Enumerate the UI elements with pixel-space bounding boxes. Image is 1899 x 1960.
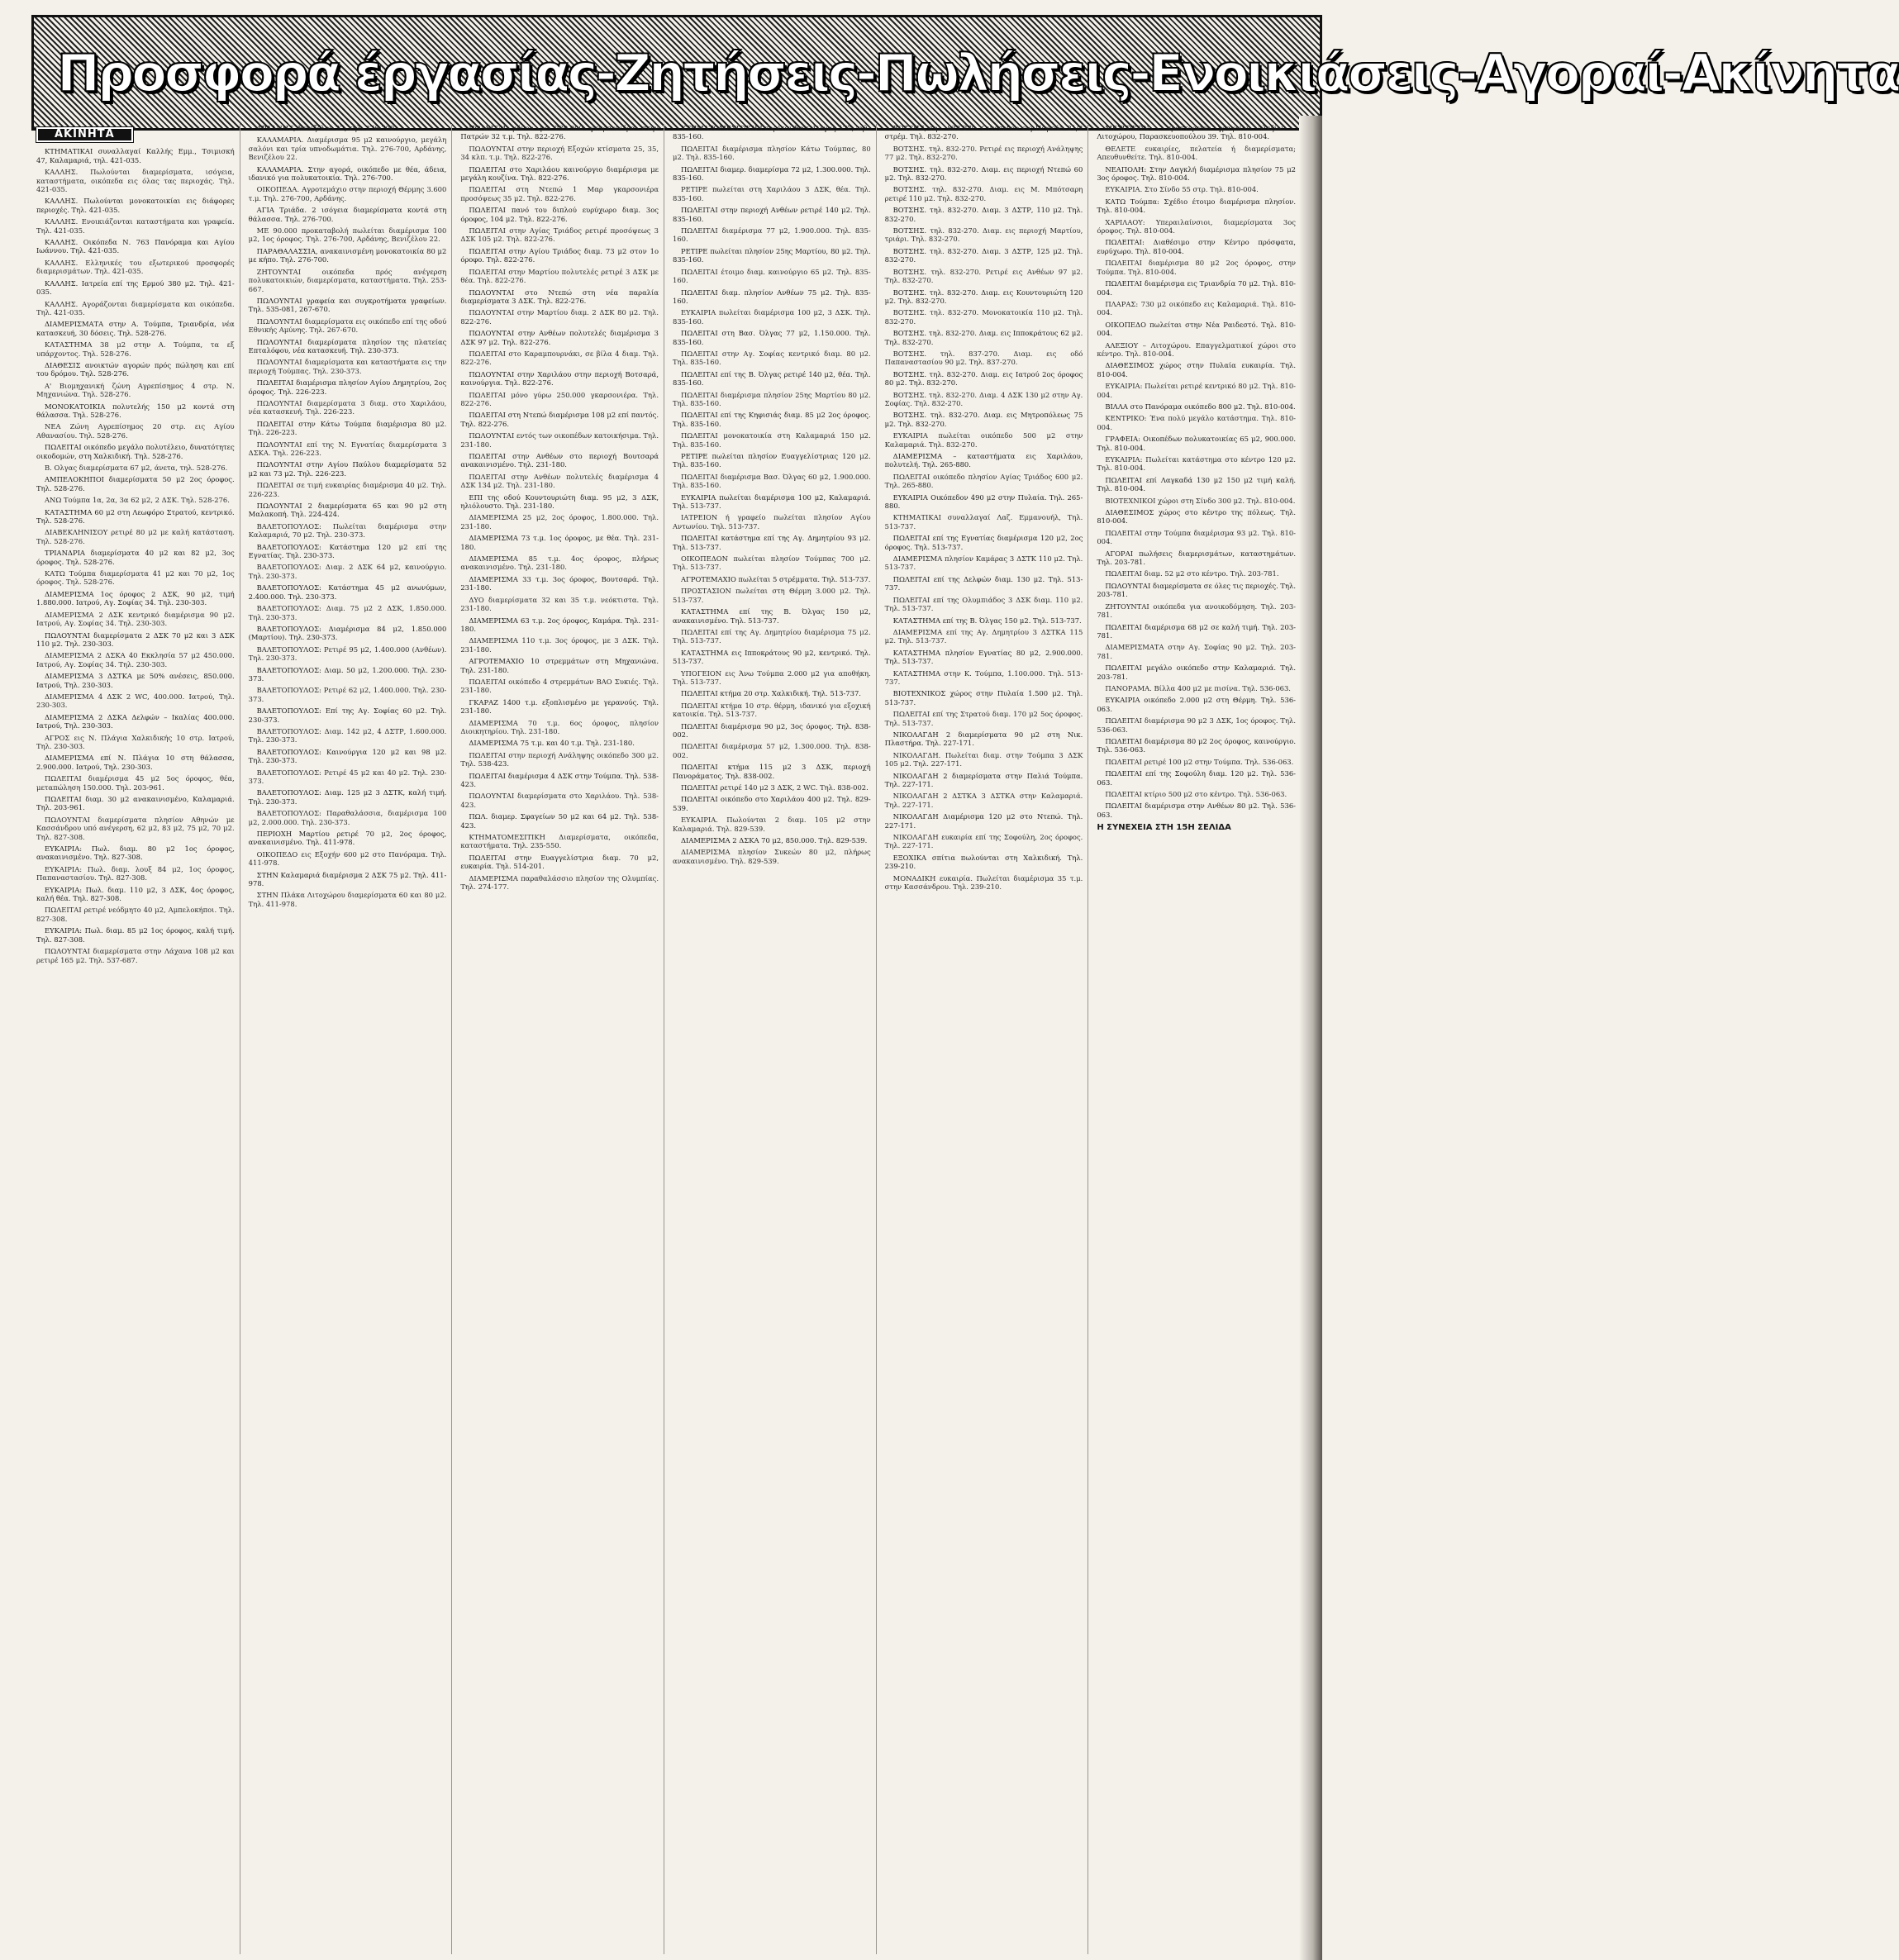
classified-ad: ΚΑΛΛΗΣ. Ενοικιάζονται καταστήματα και γραφεία. Τηλ. 421-035. xyxy=(36,217,235,235)
classified-ad: ΚΤΗΜΑΤΟΜΕΣΙΤΙΚΗ Διαμερίσματα, οικόπεδα, καταστήματα. Τηλ. 235-550. xyxy=(460,833,659,850)
classified-ad: ΒΟΤΣΗΣ. τηλ. 832-270. Ρετιρέ εις Ανθέων 97 μ2. Τηλ. 832-270. xyxy=(884,267,1083,285)
classified-ad: ΔΙΑΜΕΡΙΣΜΑ 2 ΔΣΚΑ Δελφών – Ικαλίας 400.000. Ιατρού, Τηλ. 230-303. xyxy=(36,712,235,730)
classified-ad: ΝΕΑ Ζώνη Αγρεπίσημος 20 στρ. εις Αγίου Αθανασίου. Τηλ. 528-276. xyxy=(36,422,235,440)
classified-ad: ΕΥΚΑΙΡΙΑ: Πωλ. διαμ. 85 μ2 1ος όροφος, καλή τιμή. Τηλ. 827-308. xyxy=(36,926,235,944)
classified-ad: ΜΟΝΟΚΑΤΟΙΚΙΑ πολυτελής 150 μ2 κοντά στη θάλασσα. Τηλ. 528-276. xyxy=(36,402,235,419)
classified-ad: ΒΑΛΕΤΟΠΟΥΛΟΣ: Παραθαλάσσια, διαμέρισμα 100 μ2, 2.000.000. Τηλ. 230-373. xyxy=(248,809,447,826)
column-4-ads xyxy=(673,124,871,865)
classified-ad: ΚΑΤΑΣΤΗΜΑ 60 μ2 στη Λεωφόρο Στρατού, κεντρικό. Τηλ. 528-276. xyxy=(36,507,235,526)
classified-ad: ΕΥΚΑΙΡΙΑ: Πωλ. διαμ. 110 μ2, 3 ΔΣΚ, 4ος όροφος, καλή θέα. Τηλ. 827-308. xyxy=(36,885,235,903)
classified-ad: ΠΩΛΕΙΤΑΙ επί της Ολυμπιάδος 3 ΔΣΚ διαμ. 110 μ2. Τηλ. 513-737. xyxy=(884,595,1083,613)
classified-ad: ΠΩΛΟΥΝΤΑΙ στην περιοχή Εξοχών κτίσματα 25, 35, 34 κλπ. τ.μ. Τηλ. 822-276. xyxy=(460,144,659,162)
classified-ad: ΠΩΛΕΙΤΑΙ κτήμα 10 στρ. θέρμη, ιδανικό για εξοχική κατοικία. Τηλ. 513-737. xyxy=(673,701,871,719)
classified-ad: ΔΙΑΜΕΡΙΣΜΑ παραθαλάσσιο πλησίον της Ολυμπίας. Τηλ. 274-177. xyxy=(460,873,659,892)
classified-ad: ΠΩΛΕΙΤΑΙ μονοκατοικία στη Καλαμαριά 150 μ2. Τηλ. 835-160. xyxy=(673,431,871,449)
classified-ad: ΜΕΣΙΤΙΚΟΝ – πρακτορείον γραφείον Αλεξίου – Λιτοχώρου, Παρασκευοπούλου 39. Τηλ. 810-004. xyxy=(1097,124,1296,141)
classified-ad: ΕΥΚΑΙΡΙΑ: Πωλ. διαμ. 80 μ2 1ος όροφος, ανακαινισμένο. Τηλ. 827-308. xyxy=(36,844,235,862)
classified-ad: ΠΩΛΕΙΤΑΙ επί Λαγκαδά 130 μ2 150 μ2 τιμή καλή. Τηλ. 810-004. xyxy=(1097,475,1296,493)
classified-ad: Α' Βιομηχανική ζώνη Αγρεπίσημος 4 στρ. Ν. Μηχανιώνα. Τηλ. 528-276. xyxy=(36,381,235,399)
classified-ad: ΒΟΤΣΗΣ. τηλ. 832-270. Ρετιρέ εις περιοχή Ανάληψης 77 μ2. Τηλ. 832-270. xyxy=(884,144,1083,162)
classified-ad: ΠΩΛΕΙΤΑΙ διαμ. πλησίον Ανθέων 75 μ2. Τηλ. 835-160. xyxy=(673,288,871,305)
classified-ad: ΟΙΚΟΠΕΔΟΝ πωλείται πλησίον Τούμπας 700 μ2. Τηλ. 513-737. xyxy=(673,554,871,572)
column-6 xyxy=(1097,124,1301,1954)
classified-ad: ΔΙΑΜΕΡΙΣΜΑ 2 ΔΣΚΑ 70 μ2, 850.000. Τηλ. 829-539. xyxy=(681,836,868,845)
classified-ad: ΠΩΛΕΙΤΑΙ οικόπεδο 4 στρεμμάτων ΒΑΟ Συκιές. Τηλ. 231-180. xyxy=(460,677,659,695)
classified-ad: ΒΟΤΣΗΣ. τηλ. 832-270. Διαμ. εις Ιατρού 2ος όροφος 80 μ2. Τηλ. 832-270. xyxy=(884,369,1083,388)
classified-ad: ΕΥΚΑΙΡΙΑ: Πωλείται κατάστημα στο κέντρο 120 μ2. Τηλ. 810-004. xyxy=(1097,455,1296,473)
classified-ad: ΒΟΤΣΗΣ. τηλ. 832-270. Διαμ. εις Μ. Μπότσαρη ρετιρέ 110 μ2. Τηλ. 832-270. xyxy=(884,185,1083,202)
classified-ad: ΑΝΩ Τούμπα 1α, 2α, 3α 62 μ2, 2 ΔΣΚ. Τηλ. 528-276. xyxy=(45,496,230,505)
classified-ad: ΚΑΛΑΜΑΡΙΑ. Διαμέρισμα 95 μ2 καινούργιο, μεγάλη σαλόνι και τρία υπνοδωμάτια. Τηλ. 276-700, Αρδάνης, Βενιζέλου 22. xyxy=(248,136,447,162)
classified-ad: ΝΙΚΟΛΑΓΔΗ 2 διαμερίσματα στην Παλιά Τούμπα. Τηλ. 227-171. xyxy=(884,771,1083,788)
classified-ad: ΔΙΑΜΕΡΙΣΜΑ 70 τ.μ. 6ος όροφος, πλησίον Διοικητηρίου. Τηλ. 231-180. xyxy=(460,718,659,735)
classified-ad: ΑΜΠΕΛΟΚΗΠΟΙ διαμερίσματα 50 μ2 2ος όροφος. Τηλ. 528-276. xyxy=(36,475,235,492)
classified-ad: ΠΩΛΕΙΤΑΙ μόνο γύρω 250.000 γκαρσονιέρα. Τηλ. 822-276. xyxy=(460,390,659,407)
classified-ad: ΠΩΛΕΙΤΑΙ στην Ανθέων στο περιοχή Βουτσαρά ανακαινισμένο. Τηλ. 231-180. xyxy=(460,452,659,469)
column-5-ads xyxy=(885,124,1083,891)
classified-ad: ΕΥΚΑΙΡΙΑ Οικόπεδον 490 μ2 στην Πυλαία. Τηλ. 265-880. xyxy=(884,492,1083,511)
classified-ad: ΠΩΛΕΙΤΑΙ στην Ευαγγελίστρια διαμ. 70 μ2, ευκαιρία. Τηλ. 514-201. xyxy=(460,853,659,871)
section-label: ΑΚΙΝΗΤΑ xyxy=(36,127,133,142)
classified-ad: ΜΟΝΑΔΙΚΗ ευκαιρία. Πωλείται διαμέρισμα 35 τ.μ. στην Κασσάνδρου. Τηλ. 239-210. xyxy=(884,873,1083,892)
classified-ad: ΚΑΛΛΗΣ. Αγοράζονται διαμερίσματα και οικόπεδα. Τηλ. 421-035. xyxy=(36,299,235,316)
classified-ad: ΒΑΛΕΤΟΠΟΥΛΟΣ: Διαμ. 125 μ2 3 ΔΣΤΚ, καλή τιμή. Τηλ. 230-373. xyxy=(248,788,447,806)
classified-ad: ΠΩΛΕΙΤΑΙ στη Βασ. Όλγας 77 μ2, 1.150.000. Τηλ. 835-160. xyxy=(673,329,871,346)
classified-ad: ΚΑΛΛΗΣ. Ιατρεία επί της Ερμού 380 μ2. Τηλ. 421-035. xyxy=(36,278,235,297)
classified-ad: ΠΩΛΟΥΝΤΑΙ στην Αγίου Παύλου διαμερίσματα 52 μ2 και 73 μ2. Τηλ. 226-223. xyxy=(248,460,447,478)
classified-ad: ΒΑΛΕΤΟΠΟΥΛΟΣ: Καινούργια 120 μ2 και 98 μ2. Τηλ. 230-373. xyxy=(248,747,447,765)
classified-ad: ΒΑΛΕΤΟΠΟΥΛΟΣ: Πωλείται διαμέρισμα στην Καλαμαριά, 70 μ2. Τηλ. 230-373. xyxy=(248,521,447,540)
classified-ad: ΚΑΛΛΗΣ. Πωλούνται μονοκατοικίαι εις διάφορες περιοχές. Τηλ. 421-035. xyxy=(36,197,235,214)
page-edge-shadow xyxy=(1299,116,1322,1960)
classified-ad: ΠΑΝΟΡΑΜΑ. Βίλλα 400 μ2 με πισίνα. Τηλ. 536-063. xyxy=(1105,683,1291,692)
classified-ad: ΒΑΛΕΤΟΠΟΥΛΟΣ: Ρετιρέ 45 μ2 και 40 μ2. Τηλ. 230-373. xyxy=(248,768,447,785)
classified-ad: ΚΤΗΜΑΤΙΚΑΙ συναλλαγαί Καλλής Εμμ., Τσιμισκή 47, Καλαμαριά, τηλ. 421-035. xyxy=(36,147,235,164)
masthead-banner xyxy=(31,15,1899,131)
masthead-title: Προσφορά έργασίας-Ζητήσεις-Πωλήσεις-Ενοικιάσεις-Αγοραί-Ακίνητα xyxy=(57,42,1899,103)
classified-ad: ΡΕΤΙΡΕ πωλείται πλησίον Ευαγγελίστριας 120 μ2. Τηλ. 835-160. xyxy=(673,452,871,469)
classified-ad: ΠΛΑΡΑΣ: 730 μ2 οικόπεδο εις Καλαμαριά. Τηλ. 810-004. xyxy=(1097,299,1296,317)
classified-ad: ΠΩΛΕΙΤΑΙ διαμέρισμα πλησίον 25ης Μαρτίου 80 μ2. Τηλ. 835-160. xyxy=(673,390,871,407)
classified-ad: ΒΙΛΛΑ στο Πανόραμα οικόπεδο 800 μ2. Τηλ. 810-004. xyxy=(1105,402,1296,411)
classified-ad: ΠΩΛΕΙΤΑΙ στην Μαρτίου πολυτελές ρετιρέ 3 ΔΣΚ με θέα. Τηλ. 822-276. xyxy=(460,267,659,285)
classified-ad: ΠΩΛΕΙΤΑΙ διαμ. 30 μ2 ανακαινισμένο, Καλαμαριά. Τηλ. 203-961. xyxy=(36,795,235,812)
classified-ad: ΠΩΛΟΥΝΤΑΙ διαμερίσματα στο Χαριλάου. Τηλ. 538-423. xyxy=(460,792,659,809)
classified-ad: ΠΩΛΟΥΝΤΑΙ διαμερίσματα σε όλες τις περιοχές. Τηλ. 203-781. xyxy=(1097,581,1296,599)
classified-ad: ΒΟΤΣΗΣ. τηλ. 832-270. Διαμ. εις περιοχή Ντεπώ 60 μ2. Τηλ. 832-270. xyxy=(884,164,1083,183)
classified-ad: ΔΙΑΜΕΡΙΣΜΑ πλησίον Συκεών 80 μ2, πλήρως ανακαινισμένο. Τηλ. 829-539. xyxy=(673,848,871,865)
classified-ad: ΠΩΛΕΙΤΑΙ επί της Εγνατίας διαμέρισμα 120 μ2, 2ος όροφος. Τηλ. 513-737. xyxy=(884,534,1083,551)
classified-ad: ΒΟΤΣΗΣ. τηλ. 837-270. Διαμ. εις οδό Παπαναστασίου 90 μ2. Τηλ. 837-270. xyxy=(884,349,1083,367)
classified-ad: ΒΑΛΕΤΟΠΟΥΛΟΣ: Διαμ. 50 μ2, 1.200.000. Τηλ. 230-373. xyxy=(248,665,447,683)
classified-ad: ΚΑΛΛΗΣ. Οικόπεδα Ν. 763 Πανόραμα και Αγίου Ιωάννου. Τηλ. 421-035. xyxy=(36,238,235,255)
classified-ad: ΕΠΙ της οδού Κουντουριώτη διαμ. 95 μ2, 3 ΔΣΚ, ηλιόλουστο. Τηλ. 231-180. xyxy=(460,492,659,511)
column-6-ads xyxy=(1097,124,1296,819)
classified-ad: ΒΟΤΣΗΣ. τηλ. 832-270. Διαμ. εις Ιπποκράτους 62 μ2. Τηλ. 832-270. xyxy=(884,329,1083,346)
classified-ad: ΠΑΡΑΘΑΛΑΣΣΙΑ, ανακαινισμένη μονοκατοικία 80 μ2 με κήπο. Τηλ. 276-700. xyxy=(248,246,447,264)
classified-ad: ΠΩΛΟΥΝΤΑΙ εντός των οικοπέδων κατοικήσιμα. Τηλ. 231-180. xyxy=(460,431,659,449)
classified-ad: ΔΙΑΜΕΡΙΣΜΑ 85 τ.μ. 4ος όροφος, πλήρως ανακαινισμένο. Τηλ. 231-180. xyxy=(460,554,659,572)
classified-ad: ΠΩΛΕΙΤΑΙ επί της Β. Όλγας ρετιρέ 140 μ2, θέα. Τηλ. 835-160. xyxy=(673,369,871,388)
classified-ad: ΟΙΚΟΠΕΔΑ. Αγροτεμάχιο στην περιοχή Θέρμης 3.600 τ.μ. Τηλ. 276-700, Αρδάνης. xyxy=(248,185,447,202)
classified-ad: ΑΡΔΑΝΗΣ, Βενιζέλου 22, τηλ. 276-700. xyxy=(256,124,397,132)
classified-ad: ΠΩΛΟΥΝΤΑΙ στο Ντεπώ στη νέα παραλία διαμερίσματα 3 ΔΣΚ. Τηλ. 822-276. xyxy=(460,288,659,305)
classified-ad: ΠΩΛΕΙΤΑΙ διαμέρισμα 4 ΔΣΚ στην Τούμπα. Τηλ. 538-423. xyxy=(460,771,659,788)
column-5 xyxy=(885,124,1089,1954)
classified-ad: ΠΩΛΟΥΝΤΑΙ 2 διαμερίσματα 65 και 90 μ2 στη Μαλακοπή. Τηλ. 224-424. xyxy=(248,502,447,519)
classified-ad: ΤΡΙΑΝΔΡΙΑ διαμερίσματα 40 μ2 και 82 μ2, 3ος όροφος. Τηλ. 528-276. xyxy=(36,549,235,566)
classified-ad: ΓΚΑΡΑΖ 1400 τ.μ. εξοπλισμένο με γερανούς. Τηλ. 231-180. xyxy=(460,697,659,716)
classified-ad: ΚΑΛΑΜΑΡΙΑ. Στην αγορά, οικόπεδο με θέα, άδεια, ιδανικό για πολυκατοικία. Τηλ. 276-700. xyxy=(248,164,447,183)
classified-ad: ΡΕΤΙΡΕ πωλείται στη Χαριλάου 3 ΔΣΚ, θέα. Τηλ. 835-160. xyxy=(673,185,871,202)
classified-columns xyxy=(36,124,1301,1954)
classified-ad: ΚΤΗΜΑΤΙΚΑΙ συναλλαγαί Λαζ. Εμμανουήλ, Τηλ. 513-737. xyxy=(884,513,1083,530)
classified-ad: ΝΕΑΠΟΛΗ: Στην Δαγκλή διαμέρισμα πλησίον 75 μ2 3ος όροφος. Τηλ. 810-004. xyxy=(1097,164,1296,183)
classified-ad: ΔΙΑΜΕΡΙΣΜΑ 73 τ.μ. 1ος όροφος, με θέα. Τηλ. 231-180. xyxy=(460,534,659,551)
classified-ad: ΡΕΤΙΡΕ πωλείται πλησίον 25ης Μαρτίου, 80 μ2. Τηλ. 835-160. xyxy=(673,246,871,264)
classified-ad: ΑΓΡΟΣ εις Ν. Πλάγια Χαλκιδικής 10 στρ. Ιατρού, Τηλ. 230-303. xyxy=(36,733,235,750)
classified-ad: ΕΞΟΧΙΚΑ σπίτια πωλούνται στη Χαλκιδική. Τηλ. 239-210. xyxy=(884,853,1083,871)
classified-ad: ΓΡΑΦΕΙΑ: Οικοπέδων πολυκατοικίας 65 μ2, 900.000. Τηλ. 810-004. xyxy=(1097,435,1296,452)
classified-ad: ΔΙΑΜΕΡΙΣΜΑ 4 ΔΣΚ 2 WC, 400.000. Ιατρού, Τηλ. 230-303. xyxy=(36,692,235,710)
classified-ad: ΑΛΕΞΙΟΥ – Λιτοχώρου. Επαγγελματικοί χώροι στο κέντρο. Τηλ. 810-004. xyxy=(1097,340,1296,358)
classified-ad: ΒΑΛΕΤΟΠΟΥΛΟΣ: Ρετιρέ 95 μ2, 1.400.000 (Ανθέων). Τηλ. 230-373. xyxy=(248,645,447,663)
classified-ad: ΒΟΤΣΗΣ, τηλ. 832-270. Οικόπεδον εις Πεφκών 21/2 στρέμ. Τηλ. 832-270. xyxy=(884,124,1083,141)
classified-ad: ΒΑΛΕΤΟΠΟΥΛΟΣ: Επί της Αγ. Σοφίας 60 μ2. Τηλ. 230-373. xyxy=(248,706,447,724)
classified-ad: ΠΩΛΕΙΤΑΙ στην Αγ. Σοφίας κεντρικό διαμ. 80 μ2. Τηλ. 835-160. xyxy=(673,349,871,367)
classified-ad: ΠΩΛΟΥΝΤΑΙ γραφεία και συγκροτήματα γραφείων. Τηλ. 535-081, 267-670. xyxy=(248,296,447,314)
classified-ad: ΚΑΤΑΣΤΗΜΑ πλησίον Εγνατίας 80 μ2, 2.900.000. Τηλ. 513-737. xyxy=(884,648,1083,666)
classified-ad: ΠΩΛΟΥΝΤΑΙ διαμερίσματα και καταστήματα εις την περιοχή Τούμπας. Τηλ. 230-373. xyxy=(248,358,447,375)
classified-ad: ΠΩΛΕΙΤΑΙ διαμέρισμα 80 μ2 2ος όροφος, στην Τούμπα. Τηλ. 810-004. xyxy=(1097,259,1296,276)
classified-ad: ΒΑΛΕΤΟΠΟΥΛΟΣ: Ρετιρέ 62 μ2, 1.400.000. Τηλ. 230-373. xyxy=(248,686,447,703)
classified-ad: ΠΩΛΕΙΤΑΙ επί της Στρατού διαμ. 170 μ2 5ος όροφος. Τηλ. 513-737. xyxy=(884,710,1083,727)
classified-ad: ΠΩΛΕΙΤΑΙ στη Ντεπώ διαμέρισμα 108 μ2 επί παντός. Τηλ. 822-276. xyxy=(460,411,659,428)
classified-ad: ΒΟΤΣΗΣ. τηλ. 832-270. Διαμ. εις περιοχή Μαρτίου, τριάρι. Τηλ. 832-270. xyxy=(884,226,1083,244)
classified-ad: ΔΙΑΜΕΡΙΣΜΑ 75 τ.μ. και 40 τ.μ. Τηλ. 231-180. xyxy=(469,739,635,748)
classified-ad: ΒΑΛΕΤΟΠΟΥΛΟΣ: Διαμ. 75 μ2 2 ΔΣΚ, 1.850.000. Τηλ. 230-373. xyxy=(248,604,447,621)
classified-ad: ΑΓΟΡΑΙ πωλήσεις διαμερισμάτων, καταστημάτων. Τηλ. 203-781. xyxy=(1097,549,1296,567)
classified-ad: ΒΑΛΕΤΟΠΟΥΛΟΣ: Διαμ. 142 μ2, 4 ΔΣΤΡ, 1.600.000. Τηλ. 230-373. xyxy=(248,726,447,745)
classified-ad: ΑΓΙΑ Τριάδα. 2 ισόγεια διαμερίσματα κοντά στη θάλασσα. Τηλ. 276-700. xyxy=(248,206,447,223)
classified-ad: ΒΙΟΤΕΧΝΙΚΟΙ χώροι στη Σίνδο 300 μ2. Τηλ. 810-004. xyxy=(1105,496,1296,505)
classified-ad: ΠΩΛΕΙΤΑΙ οικόπεδο πλησίον Αγίας Τριάδος 600 μ2. Τηλ. 265-880. xyxy=(884,472,1083,490)
classified-ad: ΔΙΑΜΕΡΙΣΜΑ 110 τ.μ. 3ος όροφος, με 3 ΔΣΚ. Τηλ. 231-180. xyxy=(460,636,659,654)
classified-ad: ΠΩΛΟΥΝΤΑΙ στην Ανθέων πολυτελές διαμέρισμα 3 ΔΣΚ 97 μ2. Τηλ. 822-276. xyxy=(460,329,659,346)
classified-ad: ΠΩΛΕΙΤΑΙ: Διαθέσιμο στην Κέντρο πρόσφατα, ευρύχωρο. Τηλ. 810-004. xyxy=(1097,238,1296,255)
column-4 xyxy=(673,124,877,1954)
classified-ad: ΠΩΛΕΙΤΑΙ στη Ντεπώ 1 Μαρ γκαρσονιέρα προσόψεως 35 μ2. Τηλ. 822-276. xyxy=(460,185,659,202)
classified-ad: ΠΩΛΕΙΤΑΙ διαμέρισμα 45 μ2 5ος όροφος, θέα, μεταπώληση 150.000. Τηλ. 203-961. xyxy=(36,774,235,792)
classified-ad: ΠΩΛΕΙΤΑΙ στο Καραμπουρνάκι, σε βίλα 4 διαμ. Τηλ. 822-276. xyxy=(460,349,659,367)
classified-ad: ΚΑΤΑΣΤΗΜΑ 38 μ2 στην Α. Τούμπα, τα εξ υπάρχοντος. Τηλ. 528-276. xyxy=(36,340,235,358)
classified-ad: ΒΟΤΣΗΣ. τηλ. 832-270. Διαμ. εις Κουντουριώτη 120 μ2. Τηλ. 832-270. xyxy=(884,288,1083,305)
classified-ad: ΠΩΛ. διαμερ. Σφαγείων 50 μ2 και 64 μ2. Τηλ. 538-423. xyxy=(460,812,659,830)
classified-ad: ΠΩΛΕΙΤΑΙ κτήμα 115 μ2 3 ΔΣΚ, περιοχή Πανοράματος. Τηλ. 838-002. xyxy=(673,763,871,780)
classified-ad: ΠΩΛΟΥΝΤΑΙ διαμερίσματα πλησίον Αθηνών με Κασσάνδρου υπό ανέγερση, 62 μ2, 83 μ2, 75 μ2, 70 μ2. Τηλ. 827-308. xyxy=(36,815,235,841)
classified-ad: ΚΑΤΑΣΤΗΜΑ επί της Β. Όλγας 150 μ2, ανακαινισμένο. Τηλ. 513-737. xyxy=(673,607,871,625)
classified-ad: ΔΙΑΜΕΡΙΣΜΑΤΑ στην Αγ. Σοφίας 90 μ2. Τηλ. 203-781. xyxy=(1097,643,1296,660)
classified-ad: ΠΩΛΕΙΤΑΙ οικόπεδο μεγάλο πολυτέλειο, δυνατότητες οικοδομών, στη Χαλκιδική. Τηλ. 528-276. xyxy=(36,443,235,460)
classified-ad: ΠΩΛΕΙΤΑΙ σε τιμή ευκαιρίας διαμέρισμα 40 μ2. Τηλ. 226-223. xyxy=(248,481,447,498)
classified-ad: ΠΩΛΕΙΤΑΙ διαμέρισμα 68 μ2 σε καλή τιμή. Τηλ. 203-781. xyxy=(1097,622,1296,640)
classified-ad: ΔΙΑΜΕΡΙΣΜΑ 63 τ.μ. 2ος όροφος, Καμάρα. Τηλ. 231-180. xyxy=(460,616,659,633)
classified-ad: ΚΑΛΛΗΣ. Ελληνικές του εξωτερικού προσφορές διαμερισμάτων. Τηλ. 421-035. xyxy=(36,258,235,276)
classified-ad: ΕΥΚΑΙΡΙΑ: Πωλείται ρετιρέ κεντρικό 80 μ2. Τηλ. 810-004. xyxy=(1097,382,1296,399)
classified-ad: ΠΩΛΕΙΤΑΙ διαμέρισμα 80 μ2 2ος όροφος, καινούργιο. Τηλ. 536-063. xyxy=(1097,736,1296,754)
classified-ad: ΠΩΛΕΙΤΑΙ διαμ. 52 μ2 στο κέντρο. Τηλ. 203-781. xyxy=(1105,569,1279,578)
classified-ad: ΔΙΑΘΕΣΙΣ ανοικτών αγορών πρός πώληση και επί του δρόμου. Τηλ. 528-276. xyxy=(36,360,235,378)
classified-ad: ΠΩΛΕΙΤΑΙ διαμέρισμα εις Τριανδρία 70 μ2. Τηλ. 810-004. xyxy=(1097,279,1296,297)
classified-ad: ΚΤΗΜΑΤΟΜΕΣΙΤΙΚΗ Γκορέτσι Βασ. Όλγας 177, τηλ. 835-160. xyxy=(673,124,871,141)
classified-ad: ΠΩΛΕΙΤΑΙ ρετιρέ νεόδμητο 40 μ2, Αμπελοκήποι. Τηλ. 827-308. xyxy=(36,906,235,923)
classified-ad: ΠΩΛΕΙΤΑΙ επί της Αγ. Δημητρίου διαμέρισμα 75 μ2. Τηλ. 513-737. xyxy=(673,627,871,645)
classified-ad: ΝΙΚΟΛΑΓΔΗ 2 ΔΣΤΚΑ 3 ΔΣΤΚΑ στην Καλαμαριά. Τηλ. 227-171. xyxy=(884,792,1083,809)
classified-ad: ΠΩΛΕΙΤΑΙ διαμέρισμα 90 μ2, 3ος όροφος. Τηλ. 838-002. xyxy=(673,721,871,739)
classified-ad: ΑΓΡΟΤΕΜΑΧΙΟ 10 στρεμμάτων στη Μηχανιώνα. Τηλ. 231-180. xyxy=(460,657,659,674)
classified-ad: ΔΙΑΜΕΡΙΣΜΑ 25 μ2, 2ος όροφος, 1.800.000. Τηλ. 231-180. xyxy=(460,513,659,530)
classified-ad: ΠΩΛΕΙΤΑΙ μεγάλο οικόπεδο στην Καλαμαριά. Τηλ. 203-781. xyxy=(1097,664,1296,681)
classified-ad: ΠΕΡΙΟΧΗ Μαρτίου ρετιρέ 70 μ2, 2ος όροφος, ανακαινισμένο. Τηλ. 411-978. xyxy=(248,830,447,847)
classified-ad: ΠΩΛΕΙΤΑΙ επί της Δελφών διαμ. 130 μ2. Τηλ. 513-737. xyxy=(884,574,1083,592)
classified-ad: ΠΩΛΟΥΝΤΑΙ διαμερίσματα 2 ΔΣΚ 70 μ2 και 3 ΔΣΚ 110 μ2. Τηλ. 230-303. xyxy=(36,630,235,648)
column-1 xyxy=(36,124,240,1954)
classified-ad: ΠΩΛΕΙΤΑΙ διαμέρισμα 90 μ2 3 ΔΣΚ, 1ος όροφος. Τηλ. 536-063. xyxy=(1097,716,1296,734)
classified-ad: ΠΩΛΕΙΤΑΙ διαμέρισμα 57 μ2, 1.300.000. Τηλ. 838-002. xyxy=(673,742,871,759)
classified-ad: ΠΩΛΕΙΤΑΙ διαμέρισμα πλησίον Κάτω Τούμπας, 80 μ2. Τηλ. 835-160. xyxy=(673,144,871,162)
classified-ad: ΚΑΤΑΣΤΗΜΑ εις Ιπποκράτους 90 μ2, κεντρικό. Τηλ. 513-737. xyxy=(673,648,871,666)
classified-ad: ΔΙΑΒΕΚΛΗΝΙΣΟΥ ρετιρέ 80 μ2 με καλή κατάσταση. Τηλ. 528-276. xyxy=(36,528,235,545)
classified-ad: ΠΩΛΟΥΝΤΑΙ επί της Ν. Εγνατίας διαμερίσματα 3 ΔΣΚΑ. Τηλ. 226-223. xyxy=(248,440,447,457)
classified-ad: ΚΑΤΩ Τούμπα: Σχέδιο έτοιμο διαμέρισμα πλησίον. Τηλ. 810-004. xyxy=(1097,197,1296,215)
classified-ad: ΠΩΛΕΙΤΑΙ ρετιρέ 140 μ2 3 ΔΣΚ, 2 WC. Τηλ. 838-002. xyxy=(681,783,869,792)
classified-ad: ΠΩΛΟΥΝΤΑΙ διαμερίσματα εις οικόπεδο επί της οδού Εθνικής Αμύνης. Τηλ. 267-670. xyxy=(248,316,447,335)
classified-ad: ΒΟΤΣΗΣ. τηλ. 832-270. Διαμ. εις Μητροπόλεως 75 μ2. Τηλ. 832-270. xyxy=(884,411,1083,428)
classified-ad: ΚΑΤΑΣΤΗΜΑ επί της Β. Όλγας 150 μ2. Τηλ. 513-737. xyxy=(892,616,1082,625)
classified-ad: ΠΩΛΕΙΤΑΙ μόνον με 230.000 γκαρσονιέρα στην Πατρών 32 τ.μ. Τηλ. 822-276. xyxy=(460,124,659,141)
classified-ad: ΔΙΑΜΕΡΙΣΜΑ 33 τ.μ. 3ος όροφος, Βουτσαρά. Τηλ. 231-180. xyxy=(460,574,659,592)
classified-ad: ΒΟΤΣΗΣ. τηλ. 832-270. Διαμ. 3 ΔΣΤΡ, 110 μ2. Τηλ. 832-270. xyxy=(884,206,1083,223)
classified-ad: ΖΗΤΟΥΝΤΑΙ οικόπεδα για ανοικοδόμηση. Τηλ. 203-781. xyxy=(1097,602,1296,620)
classified-ad: ΖΗΤΟΥΝΤΑΙ οικόπεδα πρός ανέγερση πολυκατοικιών, διαμερίσματα, καταστήματα. Τηλ. 253-667. xyxy=(248,267,447,293)
classified-ad: ΚΑΤΩ Τούμπα διαμερίσματα 41 μ2 και 70 μ2, 1ος όροφος. Τηλ. 528-276. xyxy=(36,569,235,587)
classified-ad: ΠΩΛΟΥΝΤΑΙ διαμερίσματα 3 διαμ. στο Χαριλάου, νέα κατασκευή. Τηλ. 226-223. xyxy=(248,398,447,416)
classified-ad: ΜΕ 90.000 προκαταβολή πωλείται διαμέρισμα 100 μ2, 1ος όροφος. Τηλ. 276-700, Αρδάνης, Βενιζέλου 22. xyxy=(248,226,447,244)
classified-ad: ΟΙΚΟΠΕΔΟ πωλείται στην Νέα Ραιδεστό. Τηλ. 810-004. xyxy=(1097,320,1296,338)
classified-ad: ΟΙΚΟΠΕΔΟ εις Εξοχήν 600 μ2 στο Πανόραμα. Τηλ. 411-978. xyxy=(248,849,447,868)
classified-ad: ΠΩΛΕΙΤΑΙ στην Αγίου Τριάδος διαμ. 73 μ2 στον 1ο όροφο. Τηλ. 822-276. xyxy=(460,246,659,264)
column-3-ads xyxy=(460,124,659,891)
classified-ad: ΠΩΛΕΙΤΑΙ επί της Κηφισιάς διαμ. 85 μ2 2ος όροφος. Τηλ. 835-160. xyxy=(673,411,871,428)
classified-ad: ΘΕΛΕΤΕ ευκαιρίες, πελατεία ή διαμερίσματα; Απευθυνθείτε. Τηλ. 810-004. xyxy=(1097,144,1296,162)
classified-ad: ΠΩΛΕΙΤΑΙ οικόπεδο στο Χαριλάου 400 μ2. Τηλ. 829-539. xyxy=(673,795,871,812)
classified-ad: ΠΩΛΕΙΤΑΙ στην περιοχή Ανάληψης οικόπεδο 300 μ2. Τηλ. 538-423. xyxy=(460,750,659,768)
classified-ad: ΔΙΑΜΕΡΙΣΜΑΤΑ στην Α. Τούμπα, Τριανδρία, νέα κατασκευή, 30 δόσεις. Τηλ. 528-276. xyxy=(36,320,235,337)
classified-ad: ΣΤΗΝ Καλαμαριά διαμέρισμα 2 ΔΣΚ 75 μ2. Τηλ. 411-978. xyxy=(248,870,447,888)
classified-ad: ΔΙΑΘΕΣΙΜΟΣ χώρος στο κέντρο της πόλεως. Τηλ. 810-004. xyxy=(1097,508,1296,526)
classified-ad: ΔΥΟ διαμερίσματα 32 και 35 τ.μ. νεόκτιστα. Τηλ. 231-180. xyxy=(460,595,659,613)
column-2 xyxy=(249,124,453,1954)
classified-ad: ΑΓΡΟΤΕΜΑΧΙΟ πωλείται 5 στρέμματα. Τηλ. 513-737. xyxy=(681,574,871,583)
classified-ad: ΒΑΛΕΤΟΠΟΥΛΟΣ: Κατάστημα 120 μ2 επί της Εγνατίας. Τηλ. 230-373. xyxy=(248,542,447,560)
classified-ad: ΕΥΚΑΙΡΙΑ πωλείται διαμέρισμα 100 μ2, Καλαμαριά. Τηλ. 513-737. xyxy=(673,492,871,511)
classified-ad: ΠΩΛΕΙΤΑΙ διαμέρισμα πλησίον Αγίου Δημητρίου, 2ος όροφος. Τηλ. 226-223. xyxy=(248,378,447,396)
classified-ad: ΝΙΚΟΛΑΓΔΗ 2 διαμερίσματα 90 μ2 στη Νικ. Πλαστήρα. Τηλ. 227-171. xyxy=(884,730,1083,748)
classified-ad: ΠΩΛΕΙΤΑΙ έτοιμο διαμ. καινούργιο 65 μ2. Τηλ. 835-160. xyxy=(673,267,871,285)
classified-ad: ΝΙΚΟΛΑΓΔΗ Διαμέρισμα 120 μ2 στο Ντεπώ. Τηλ. 227-171. xyxy=(884,812,1083,830)
classified-ad: ΒΑΛΕΤΟΠΟΥΛΟΣ: Διαμέρισμα 84 μ2, 1.850.000 (Μαρτίου). Τηλ. 230-373. xyxy=(248,624,447,642)
classified-ad: ΠΩΛΕΙΤΑΙ διαμέρισμα στην Ανθέων 80 μ2. Τηλ. 536-063. xyxy=(1097,802,1296,819)
classified-ad: ΕΥΚΑΙΡΙΑ: Πωλ. διαμ. λουξ 84 μ2, 1ος όροφος, Παπαναστασίου. Τηλ. 827-308. xyxy=(36,864,235,882)
classified-ad: ΠΩΛΕΙΤΑΙ στην Ανθέων πολυτελές διαμέρισμα 4 ΔΣΚ 134 μ2. Τηλ. 231-180. xyxy=(460,472,659,490)
classified-ad: ΕΥΚΑΙΡΙΑ. Πωλούνται 2 διαμ. 105 μ2 στην Καλαμαριά. Τηλ. 829-539. xyxy=(673,816,871,833)
classified-ad: ΒΑΛΕΤΟΠΟΥΛΟΣ: Κατάστημα 45 μ2 ανωνύμων, 2.400.000. Τηλ. 230-373. xyxy=(248,583,447,601)
classified-ad: ΠΩΛΕΙΤΑΙ στην περιοχή Ανθέων ρετιρέ 140 μ2. Τηλ. 835-160. xyxy=(673,206,871,223)
classified-ad: Β. Ολγας διαμερίσματα 67 μ2, άνετα, τηλ. 528-276. xyxy=(45,464,228,472)
column-1-ads xyxy=(36,147,235,964)
classified-ad: ΝΙΚΟΛΑΓΔΗ ευκαιρία επί της Σοφούλη, 2ος όροφος. Τηλ. 227-171. xyxy=(884,833,1083,850)
classified-ad: ΠΩΛΕΙΤΑΙ διαμερ. διαμερίσμα 72 μ2, 1.300.000. Τηλ. 835-160. xyxy=(673,164,871,183)
classified-ad: ΒΟΤΣΗΣ. τηλ. 832-270. Διαμ. 3 ΔΣΤΡ, 125 μ2. Τηλ. 832-270. xyxy=(884,246,1083,264)
classified-ad: ΔΙΑΜΕΡΙΣΜΑ 3 ΔΣΤΚΑ με 50% ανέσεις, 850.000. Ιατρού, Τηλ. 230-303. xyxy=(36,672,235,689)
classified-ad: ΔΙΑΜΕΡΙΣΜΑ πλησίον Καμάρας 3 ΔΣΤΚ 110 μ2. Τηλ. 513-737. xyxy=(884,554,1083,572)
classified-ad: ΕΥΚΑΙΡΙΑ. Στο Σίνδο 55 στρ. Τηλ. 810-004. xyxy=(1105,185,1259,194)
classified-ad: ΠΩΛΕΙΤΑΙ κτήμα 20 στρ. Χαλκιδική. Τηλ. 513-737. xyxy=(681,689,861,698)
classified-ad: ΕΥΚΑΙΡΙΑ οικόπεδο 2.000 μ2 στη Θέρμη. Τηλ. 536-063. xyxy=(1097,696,1296,713)
classified-ad: ΣΤΗΝ Πλάκα Λιτοχώρου διαμερίσματα 60 και 80 μ2. Τηλ. 411-978. xyxy=(248,891,447,908)
classified-ad: ΠΩΛΕΙΤΑΙ στην Αγίας Τριάδος ρετιρέ προσόψεως 3 ΔΣΚ 105 μ2. Τηλ. 822-276. xyxy=(460,226,659,244)
column-3 xyxy=(460,124,664,1954)
classified-ad: ΔΙΑΘΕΣΙΜΟΣ χώρος στην Πυλαία ευκαιρία. Τηλ. 810-004. xyxy=(1097,361,1296,378)
classified-ad: ΠΡΟΣΤΑΣΙΟΝ πωλείται στη Θέρμη 3.000 μ2. Τηλ. 513-737. xyxy=(673,587,871,604)
classified-ad: ΥΠΟΓΕΙΟΝ εις Άνω Τούμπα 2.000 μ2 για αποθήκη. Τηλ. 513-737. xyxy=(673,668,871,686)
continuation-note: Η ΣΥΝΕΧΕΙΑ ΣΤΗ 15Η ΣΕΛΙΔΑ xyxy=(1097,823,1231,833)
classified-ad: ΠΩΛΟΥΝΤΑΙ στην Χαριλάου στην περιοχή Βοτσαρά, καινούργια. Τηλ. 822-276. xyxy=(460,369,659,388)
classified-ad: ΠΩΛΕΙΤΑΙ κατάστημα επί της Αγ. Δημητρίου 93 μ2. Τηλ. 513-737. xyxy=(673,534,871,551)
classified-ad: ΠΩΛΕΙΤΑΙ διαμέρισμα 77 μ2, 1.900.000. Τηλ. 835-160. xyxy=(673,226,871,244)
classified-ad: ΔΙΑΜΕΡΙΣΜΑ επί Ν. Πλάγια 10 στη θάλασσα, 2.900.000. Ιατρού, Τηλ. 230-303. xyxy=(36,754,235,771)
classified-ad: ΠΩΛΕΙΤΑΙ κτίριο 500 μ2 στο κέντρο. Τηλ. 536-063. xyxy=(1105,790,1287,798)
classified-ad: ΔΙΑΜΕΡΙΣΜΑ επί της Αγ. Δημητρίου 3 ΔΣΤΚΑ 115 μ2. Τηλ. 513-737. xyxy=(884,627,1083,645)
classified-ad: ΔΙΑΜΕΡΙΣΜΑ 1ος όροφος 2 ΔΣΚ, 90 μ2, τιμή 1.880.000. Ιατρού, Αγ. Σοφίας 34. Τηλ. 230-303. xyxy=(36,589,235,607)
classified-ad: ΠΩΛΕΙΤΑΙ επί της Σοφούλη διαμ. 120 μ2. Τηλ. 536-063. xyxy=(1097,769,1296,787)
classified-ad: ΠΩΛΕΙΤΑΙ στην Κάτω Τούμπα διαμέρισμα 80 μ2. Τηλ. 226-223. xyxy=(248,419,447,437)
classified-ad: ΠΩΛΕΙΤΑΙ πανό του διπλού ευρύχωρο διαμ. 3ος όροφος, 104 μ2. Τηλ. 822-276. xyxy=(460,206,659,223)
classified-ad: ΠΩΛΕΙΤΑΙ στο Χαριλάου καινούργιο διαμέρισμα με μεγάλη κουζίνα. Τηλ. 822-276. xyxy=(460,164,659,183)
classified-ad: ΚΑΛΛΗΣ. Πωλούνται διαμερίσματα, ισόγεια, καταστήματα, οικόπεδα εις όλας τας περιοχάς. Τηλ. 421-035. xyxy=(36,168,235,194)
classified-ad: ΒΟΤΣΗΣ. τηλ. 832-270. Διαμ. 4 ΔΣΚ 130 μ2 στην Αγ. Σοφίας. Τηλ. 832-270. xyxy=(884,390,1083,407)
classified-ad: ΕΥΚΑΙΡΙΑ πωλείται οικόπεδο 500 μ2 στην Καλαμαριά. Τηλ. 832-270. xyxy=(884,431,1083,449)
column-2-ads xyxy=(249,124,447,908)
classified-ad: ΠΩΛΟΥΝΤΑΙ διαμερίσματα στην Λάχανα 108 μ2 και ρετιρέ 165 μ2. Τηλ. 537-687. xyxy=(36,947,235,964)
classified-ad: ΔΙΑΜΕΡΙΣΜΑ – καταστήματα εις Χαριλάου, πολυτελή. Τηλ. 265-880. xyxy=(884,452,1083,469)
classified-ad: ΠΩΛΟΥΝΤΑΙ διαμερίσματα πλησίον της πλατείας Επταλόφου, νέα κατασκευή. Τηλ. 230-373. xyxy=(248,337,447,354)
classified-ad: ΝΙΚΟΛΑΓΔΗ. Πωλείται διαμ. στην Τούμπα 3 ΔΣΚ 105 μ2. Τηλ. 227-171. xyxy=(884,750,1083,768)
classified-ad: ΔΙΑΜΕΡΙΣΜΑ 2 ΔΣΚΑ 40 Εκκλησία 57 μ2 450.000. Ιατρού, Αγ. Σοφίας 34. Τηλ. 230-303. xyxy=(36,651,235,668)
classified-ad: ΠΩΛΕΙΤΑΙ διαμέρισμα Βασ. Όλγας 60 μ2, 1.900.000. Τηλ. 835-160. xyxy=(673,472,871,490)
classified-ad: ΕΥΚΑΙΡΙΑ πωλείται διαμέρισμα 100 μ2, 3 ΔΣΚ. Τηλ. 835-160. xyxy=(673,308,871,326)
classified-ad: ΠΩΛΕΙΤΑΙ ρετιρέ 100 μ2 στην Τούμπα. Τηλ. 536-063. xyxy=(1105,757,1294,766)
classified-ad: ΧΑΡΙΛΑΟΥ: Υπεραιλαίνσιοι, διαμερίσματα 3ος όροφος. Τηλ. 810-004. xyxy=(1097,217,1296,235)
classified-ad: ΙΑΤΡΕΙΟΝ ή γραφείο πωλείται πλησίον Αγίου Αντωνίου. Τηλ. 513-737. xyxy=(673,513,871,530)
classified-ad: ΚΕΝΤΡΙΚΟ: Ένα πολύ μεγάλο κατάστημα. Τηλ. 810-004. xyxy=(1097,414,1296,431)
classified-ad: ΚΑΤΑΣΤΗΜΑ στην Κ. Τούμπα, 1.100.000. Τηλ. 513-737. xyxy=(884,668,1083,686)
classified-ad: ΠΩΛΟΥΝΤΑΙ στην Μαρτίου διαμ. 2 ΔΣΚ 80 μ2. Τηλ. 822-276. xyxy=(460,308,659,326)
classified-ad: ΒΙΟΤΕΧΝΙΚΟΣ χώρος στην Πυλαία 1.500 μ2. Τηλ. 513-737. xyxy=(884,689,1083,706)
classified-ad: ΔΙΑΜΕΡΙΣΜΑ 2 ΔΣΚ κεντρικό διαμέρισμα 90 μ2. Ιατρού, Αγ. Σοφίας 34. Τηλ. 230-303. xyxy=(36,610,235,628)
classified-ad: ΒΑΛΕΤΟΠΟΥΛΟΣ: Διαμ. 2 ΔΣΚ 64 μ2, καινούργιο. Τηλ. 230-373. xyxy=(248,563,447,580)
classified-ad: ΠΩΛΕΙΤΑΙ στην Τούμπα διαμέρισμα 93 μ2. Τηλ. 810-004. xyxy=(1097,528,1296,546)
classified-ad: ΒΟΤΣΗΣ. τηλ. 832-270. Μονοκατοικία 110 μ2. Τηλ. 832-270. xyxy=(884,308,1083,326)
